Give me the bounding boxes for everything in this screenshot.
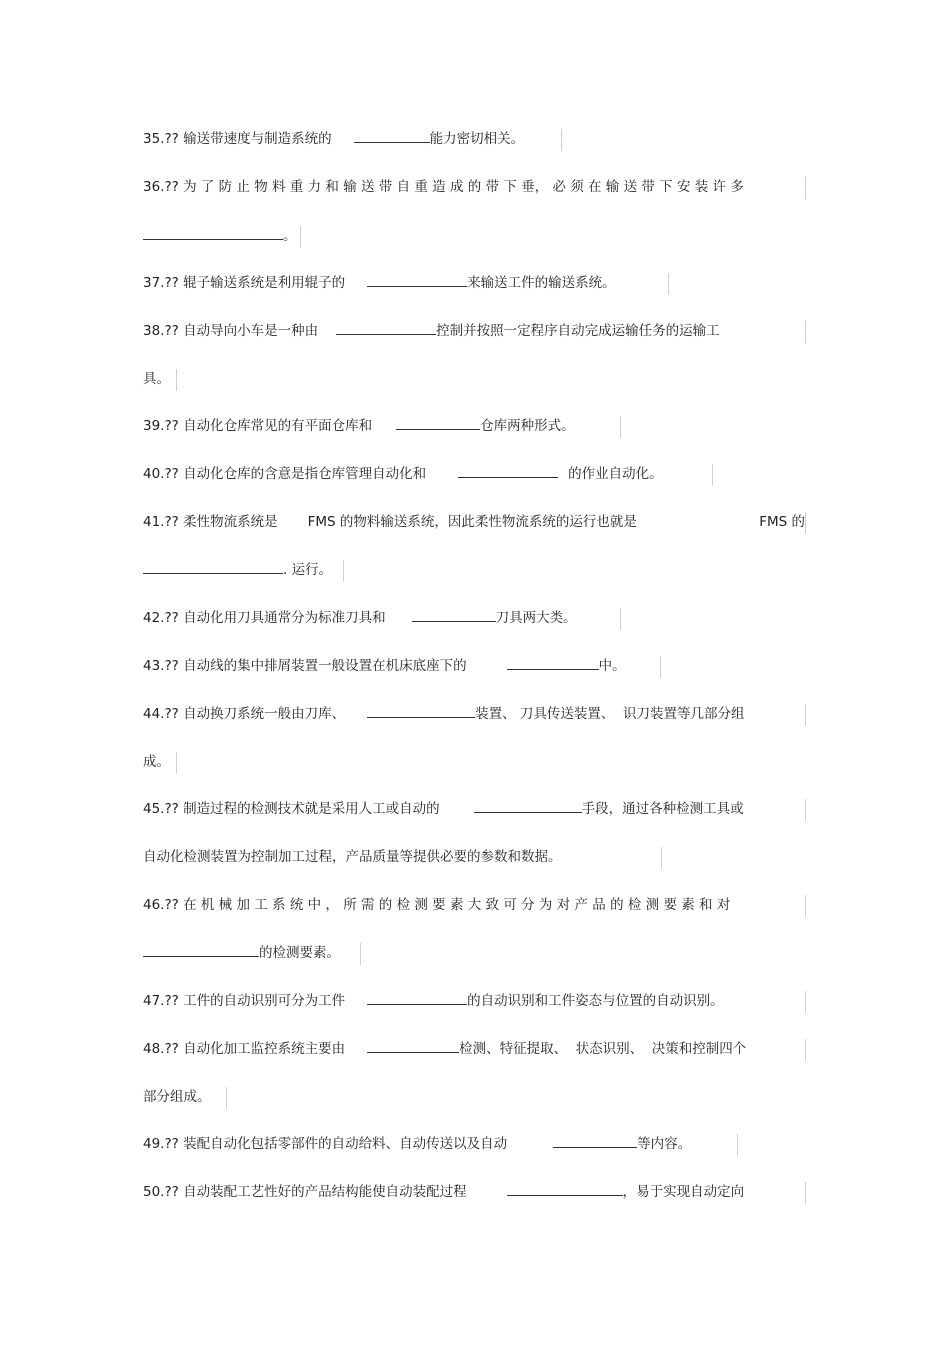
question-48 <box>143 1037 746 1061</box>
question-39 <box>143 414 575 438</box>
question-38 <box>143 319 720 343</box>
question-48-text: 48.?? 自动化加工监控系统主要由 <box>143 1041 346 1057</box>
question-40-text-end: 的作业自动化。 <box>568 466 663 482</box>
question-37-text-end: 来输送工件的输送系统。 <box>467 275 616 291</box>
question-45-text-end: 手段，通过各种检测工具或 <box>581 801 744 817</box>
answer-blank-47 <box>367 989 467 1005</box>
question-35-text: 35.?? 输送带速度与制造系统的 <box>143 131 332 147</box>
question-47-text: 47.?? 工件的自动识别可分为工件 <box>143 993 346 1009</box>
answer-blank-50 <box>507 1180 623 1196</box>
answer-blank-37 <box>367 271 467 287</box>
question-36-text-end: 。 <box>283 228 297 244</box>
answer-blank-38 <box>336 319 436 335</box>
question-48-text-cont: 部分组成。 <box>143 1089 211 1105</box>
question-47 <box>143 989 724 1013</box>
question-41-cont <box>143 558 332 582</box>
question-49-text-end: 等内容。 <box>637 1136 692 1152</box>
question-43-text: 43.?? 自动线的集中排屑装置一般设置在机床底座下的 <box>143 658 467 674</box>
question-38-text-end: 控制并按照一定程序自动完成运输任务的运输工 <box>436 323 720 339</box>
answer-blank-44 <box>367 702 475 718</box>
question-44-text: 44.?? 自动换刀系统一般由刀库、 <box>143 706 346 722</box>
question-50-text: 50.?? 自动装配工艺性好的产品结构能使自动装配过程 <box>143 1184 467 1200</box>
answer-blank-39 <box>396 414 480 430</box>
answer-blank-36 <box>143 224 283 240</box>
answer-blank-49 <box>553 1132 637 1148</box>
question-37-text: 37.?? 辊子输送系统是利用辊子的 <box>143 275 346 291</box>
question-40 <box>143 462 663 486</box>
question-39-text-end: 仓库两种形式。 <box>480 418 575 434</box>
question-37 <box>143 271 616 295</box>
question-48-cont <box>143 1085 211 1109</box>
question-38-cont <box>143 367 170 391</box>
question-42-text-end: 刀具两大类。 <box>495 610 577 626</box>
question-43 <box>143 654 626 678</box>
answer-blank-46 <box>143 941 259 957</box>
answer-blank-35 <box>354 127 430 143</box>
question-49-text: 49.?? 装配自动化包括零部件的自动给料、自动传送以及自动 <box>143 1136 508 1152</box>
question-36 <box>143 175 744 199</box>
answer-blank-41 <box>143 558 283 574</box>
question-41-text-end: FMS 的 <box>759 514 805 530</box>
question-41-text-mid: FMS 的物料输送系统，因此柔性物流系统的运行也就是 <box>307 514 637 530</box>
question-44 <box>143 702 744 726</box>
question-50 <box>143 1180 744 1204</box>
question-44-cont <box>143 750 170 774</box>
question-45 <box>143 797 744 821</box>
question-36-text: 36.?? 为 了 防 止 物 料 重 力 和 输 送 带 自 重 造 成 的 带 下 垂， 必 须 在 输 送 带 下 安 装 许 多 <box>143 179 744 195</box>
question-38-text-cont: 具。 <box>143 371 170 387</box>
question-41 <box>143 510 805 534</box>
question-48-text-end: 检测、特征提取、 状态识别、 决策和控制四个 <box>459 1041 747 1057</box>
answer-blank-48 <box>367 1037 459 1053</box>
question-46-text: 46.?? 在 机 械 加 工 系 统 中 ， 所 需 的 检 测 要 素 大 致 可 分 为 对 产 品 的 检 测 要 素 和 对 <box>143 897 731 913</box>
question-50-text-end: ，易于实现自动定向 <box>622 1184 745 1200</box>
question-40-text: 40.?? 自动化仓库的含意是指仓库管理自动化和 <box>143 466 427 482</box>
answer-blank-40 <box>458 462 558 478</box>
answer-blank-45 <box>474 797 582 813</box>
question-46 <box>143 893 730 917</box>
question-47-text-end: 的自动识别和工件姿态与位置的自动识别。 <box>467 993 724 1009</box>
question-39-text: 39.?? 自动化仓库常见的有平面仓库和 <box>143 418 373 434</box>
question-41-text-cont: . 运行。 <box>283 562 333 578</box>
question-46-text-end: 的检测要素。 <box>259 945 340 961</box>
question-41-text: 41.?? 柔性物流系统是 <box>143 514 278 530</box>
question-35-text-end: 能力密切相关。 <box>429 131 525 147</box>
question-44-text-cont: 成。 <box>143 754 170 770</box>
question-46-cont <box>143 941 340 965</box>
question-45-cont <box>143 845 562 869</box>
answer-blank-43 <box>507 654 599 670</box>
question-38-text: 38.?? 自动导向小车是一种由 <box>143 323 319 339</box>
question-45-text-cont: 自动化检测装置为控制加工过程，产品质量等提供必要的参数和数据。 <box>143 849 562 865</box>
question-42-text: 42.?? 自动化用刀具通常分为标准刀具和 <box>143 610 386 626</box>
question-45-text: 45.?? 制造过程的检测技术就是采用人工或自动的 <box>143 801 440 817</box>
answer-blank-42 <box>412 606 496 622</box>
question-42 <box>143 606 577 630</box>
question-43-text-end: 中。 <box>598 658 626 674</box>
question-49 <box>143 1132 691 1156</box>
question-36-cont <box>143 224 297 248</box>
question-44-text-end: 装置、 刀具传送装置、 识刀装置等几部分组 <box>475 706 745 722</box>
question-35 <box>143 127 524 151</box>
